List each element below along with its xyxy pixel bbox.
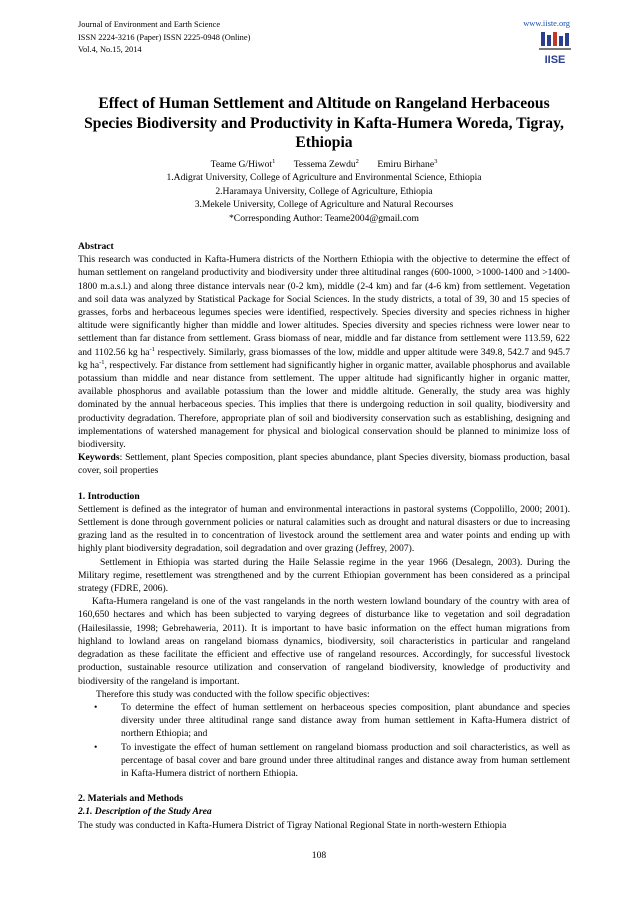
running-header: [78, 19, 378, 57]
corresponding-author: *Corresponding Author: Teame2004@gmail.com: [229, 212, 419, 224]
intro-paragraph: Kafta-Humera rangeland is one of the vast rangelands in the north western lowland boundary of the country with area of 160,650 hectares and which has been subjected to varying degrees of disturbance like to vegetation and soil degradation (Hailesilassie, 1998; Gebrehaweria, 2011). It is important to have basic information on the effect human migrations from highland to lowland areas on rangeland biomass dynamics, biodiversity, soil characteristics in particular and rangeland degradation as these facilitate the efficient and effective use of rangeland resources. Accordingly, for successful livestock production, sustainable resource utilization and conservation of rangeland biodiversity, knowledge of productivity and biodiversity of the rangeland is important.: [78, 596, 570, 687]
logo-text: IISE: [544, 54, 566, 66]
author: Emiru Birhane$^3$: [377, 157, 438, 170]
affiliation: 3.Mekele University, College of Agriculture and Natural Recourses: [194, 199, 454, 211]
objectives-list: [78, 701, 570, 780]
abstract-heading: Abstract: [78, 241, 114, 252]
bullet-icon: •: [94, 701, 98, 713]
intro-paragraph: Settlement is defined as the integrator of human and environmental interactions in pastoral systems (Coppolillo, 2000; 2001). Settlement is done through government policies or natural calamities such as drought and natural disasters or due to increasing grazing land as the resulted in to concentration of livestock around the settlement area and water points and ending up with highly plant biodiversity degradation, soil degradation and over grazing (Jeffrey, 2007).: [78, 503, 570, 555]
methods-paragraph: The study was conducted in Kafta-Humera District of Tigray National Regional State in north-western Ethiopia: [78, 819, 507, 831]
journal-name: Journal of Environment and Earth Science: [78, 20, 221, 29]
author: Teame G/Hiwot$^1$: [210, 157, 276, 170]
iiste-logo-icon: [537, 30, 573, 70]
list-item: • To investigate the effect of human settlement on rangeland biomass production and soil characteristics, as well as percentage of basal cover and bare ground under three altitudinal ranges and distance away from human settlement in Kafta-Humera district of northern Ethiopia.: [94, 741, 570, 779]
page-number: 108: [311, 850, 327, 861]
methods-heading: 2. Materials and Methods: [78, 793, 183, 805]
intro-paragraph: Therefore this study was conducted with the follow specific objectives:: [96, 688, 370, 700]
volume-line: Vol.4, No.15, 2014: [78, 45, 142, 54]
abstract-text: This research was conducted in Kafta-Humera districts of the Northern Ethiopia with the objective to determine the effect of human settlement on rangeland productivity and biodiversity under three altitudinal ranges (600-1000, >1000-1400 and >1400-1800 m.a.s.l.) and along three distance intervals near (0-2 km), middle (2-4 km) and far (4-6 km) from settlement. Vegetation and soil data was analyzed by Statistical Package for Social Sciences. In the study districts, a total of 39, 30 and 15 species of grasses, forbs and herbaceous legumes species were identified, respectively. Species diversity and species richness in higher altitude were significantly higher than middle and lower altitudes. Species diversity and species richness were lower near to settlement than far distance from settlement. Grass biomass of near, middle and far distance from settlement were 113.59, 622 and 1102.56 kg $ha^{-1}$ respectively. Similarly, grass biomasses of the low, middle and upper altitude were 349.8, 542.7 and 945.7 kg $ha^{-1}$, respectively. Far distance from settlement had significantly higher in organic matter, available phosphorus and available potassium than middle and near distance from settlement. The upper altitude had significantly higher in organic matter, available phosphorus and available potassium than the lower and middle altitude. Generally, the study area was highly dominated by the annual herbaceous species. This implies that there is undergoing reduction in soil quality, biodiversity and productivity degradation. Therefore, appropriate plan of soil and biodiversity conservation such as establishing, designing and implementations of watershed management for physical and biological conservation should be planned to minimize loss of biodiversity.: [78, 254, 570, 451]
journal-url-link[interactable]: www.iiste.org: [523, 19, 570, 28]
introduction-heading: 1. Introduction: [78, 490, 140, 502]
list-item: • To determine the effect of human settlement on herbaceous species composition, plant abundance and species diversity under three altitudinal range sand distance away from human settlement in Kafta-Humera district of northern Ethiopia; and: [94, 701, 570, 740]
issn-line: ISSN 2224-3216 (Paper) ISSN 2225-0948 (Online): [78, 32, 251, 42]
author-list: [78, 158, 570, 171]
paper-title: Effect of Human Settlement and Altitude on Rangeland Herbaceous Species Biodiversity and Productivity in Kafta-Humera Woreda, Tigray, Ethiopia: [84, 95, 564, 151]
affiliation: 2.Haramaya University, College of Agriculture, Ethiopia: [215, 185, 433, 197]
study-area-subheading: 2.1. Description of the Study Area: [78, 806, 212, 818]
author: Tessema Zewdu$^2$: [293, 157, 359, 170]
paper-body: [78, 240, 570, 832]
intro-paragraph: Settlement in Ethiopia was started during the Haile Selassie regime in the year 1966 (Desalegn, 2003). During the Military regime, resettlement was strengthened and by the current Ethiopian government has been considered as a principal strategy (FDRE, 2006).: [78, 556, 570, 595]
affiliation: 1.Adigrat University, College of Agriculture and Environmental Science, Ethiopia: [166, 172, 482, 184]
keywords: Keywords: Settlement, plant Species composition, plant species abundance, plant Species diversity, biomass production, basal cover, soil properties: [78, 452, 570, 477]
author-block: [78, 158, 570, 225]
bullet-icon: •: [94, 741, 98, 753]
